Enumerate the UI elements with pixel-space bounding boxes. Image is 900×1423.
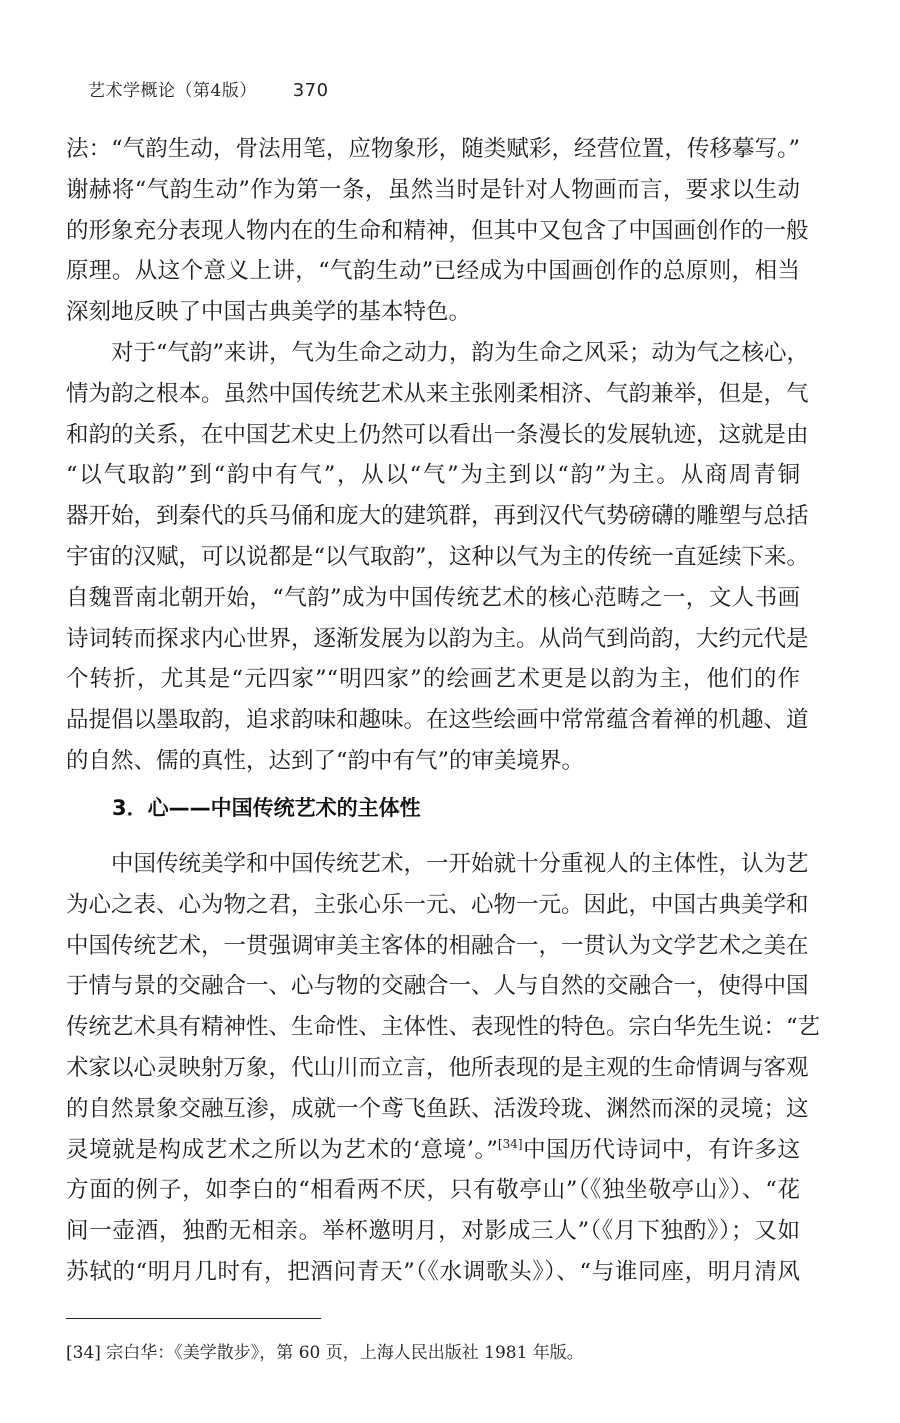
section-heading: 3．心——中国传统艺术的主体性: [112, 796, 421, 820]
paragraph-2: [66, 333, 810, 782]
paragraph-3: [66, 844, 821, 1293]
text-line: 情为韵之根本。虽然中国传统艺术从来主张刚柔相济、气韵兼举，但是，气: [66, 380, 809, 407]
paragraph-1: [66, 129, 809, 333]
text-line: 于情与景的交融合一、心与物的交融合一、人与自然的交融合一，使得中国: [66, 973, 809, 1000]
text-line: 诗词转而探求内心世界，逐渐发展为以韵为主。从尚气到尚韵，大约元代是: [66, 625, 809, 652]
citation-line: [66, 1130, 800, 1171]
text-line: 原理。从这个意义上讲，“气韵生动”已经成为中国画创作的总原则，相当: [66, 258, 800, 285]
text-line: 的自然、儒的真性，达到了“韵中有气”的审美境界。: [66, 747, 585, 774]
book-title: 艺术学概论（第4版）: [88, 81, 257, 101]
text-line: 谢赫将“气韵生动”作为第一条，虽然当时是针对人物画而言，要求以生动: [66, 176, 800, 203]
citation-text-before: 灵境就是构成艺术之所以为艺术的‘意境’。”: [66, 1136, 498, 1163]
text-line: 间一壶酒，独酌无相亲。举杯邀明月，对影成三人”（《月下独酌》）；又如: [66, 1218, 800, 1245]
footnote: [34] 宗白华：《美学散步》，第 60 页，上海人民出版社 1981 年版。: [66, 1343, 584, 1363]
text-line: 个转折，尤其是“元四家”“明四家”的绘画艺术更是以韵为主，他们的作: [66, 666, 800, 693]
text-line: 法：“气韵生动，骨法用笔，应物象形，随类赋彩，经营位置，传移摹写。”: [66, 136, 800, 162]
text-line: 术家以心灵映射万象，代山川而立言，他所表现的是主观的生命情调与客观: [66, 1054, 809, 1081]
text-line: 对于“气韵”来讲，气为生命之动力，韵为生命之风采；动为气之核心，: [111, 340, 810, 366]
text-line: 的自然景象交融互渗，成就一个鸢飞鱼跃、活泼玲珑、渊然而深的灵境；这: [66, 1095, 809, 1122]
text-line: 中国传统美学和中国传统艺术，一开始就十分重视人的主体性，认为艺: [111, 851, 809, 877]
text-line: 器开始，到秦代的兵马俑和庞大的建筑群，再到汉代气势磅礴的雕塑与总括: [66, 503, 809, 530]
text-line: 方面的例子，如李白的“相看两不厌，只有敬亭山”（《独坐敬亭山》）、“花: [66, 1177, 800, 1204]
text-line: 和韵的关系，在中国艺术史上仍然可以看出一条漫长的发展轨迹，这就是由: [66, 421, 809, 448]
footnote-marker: [34]: [497, 1136, 523, 1151]
text-line: 的形象充分表现人物内在的生命和精神，但其中又包含了中国画创作的一般: [66, 217, 809, 244]
text-line: 品提倡以墨取韵，追求韵味和趣味。在这些绘画中常常蕴含着禅的机趣、道: [66, 707, 809, 734]
text-line: “以气取韵”到“韵中有气”，从以“气”为主到以“韵”为主。从商周青铜: [66, 462, 800, 489]
text-line: 宇宙的汉赋，可以说都是“以气取韵”，这种以气为主的传统一直延续下来。: [66, 543, 810, 570]
text-line: 为心之表、心为物之君，主张心乐一元、心物一元。因此，中国古典美学和: [66, 891, 809, 918]
footnote-divider: [66, 1318, 321, 1319]
text-line: 中国传统艺术，一贯强调审美主客体的相融合一，一贯认为文学艺术之美在: [66, 932, 809, 959]
text-line: 苏轼的“明月几时有，把酒问青天”（《水调歌头》）、“与谁同座，明月清风: [66, 1258, 800, 1285]
text-line: 深刻地反映了中国古典美学的基本特色。: [66, 299, 472, 326]
citation-text-after: 中国历代诗词中，有许多这: [522, 1136, 800, 1163]
running-header: [88, 76, 329, 101]
text-line: 自魏晋南北朝开始，“气韵”成为中国传统艺术的核心范畴之一，文人书画: [66, 584, 800, 611]
text-line: 传统艺术具有精神性、生命性、主体性、表现性的特色。宗白华先生说：“艺: [66, 1014, 821, 1041]
page-number: 370: [292, 80, 329, 101]
